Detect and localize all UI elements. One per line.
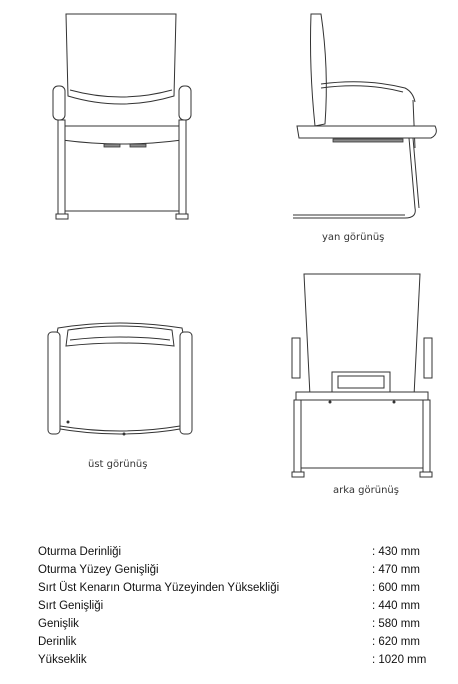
spec-row: [38, 636, 430, 654]
side-backrest: [311, 14, 327, 126]
top-right-armrest: [180, 332, 192, 434]
top-left-armrest: [48, 332, 60, 434]
spec-row: [38, 600, 430, 618]
top-view-drawing: [40, 318, 200, 448]
back-seat: [296, 392, 428, 400]
front-left-leg: [58, 120, 65, 218]
spec-value: : 470 mm: [372, 564, 420, 576]
side-view-drawing: [285, 8, 445, 224]
spec-label: Yükseklik: [38, 654, 87, 666]
spec-row: [38, 564, 430, 582]
front-right-armrest: [179, 86, 191, 120]
back-left-armrest: [292, 338, 300, 378]
side-frame: [293, 138, 415, 218]
spec-value: : 620 mm: [372, 636, 420, 648]
back-view-caption: arka görünüş: [333, 485, 399, 496]
spec-label: Oturma Yüzey Genişliği: [38, 564, 159, 576]
spec-value: : 1020 mm: [372, 654, 427, 666]
spec-row: [38, 546, 430, 564]
spec-value: : 440 mm: [372, 600, 420, 612]
back-right-leg: [423, 400, 430, 472]
spec-row: [38, 618, 430, 636]
front-view-drawing: [48, 8, 208, 224]
back-handle: [332, 372, 390, 392]
front-left-armrest: [53, 86, 65, 120]
spec-label: Genişlik: [38, 618, 79, 630]
back-view-drawing: [284, 268, 444, 480]
side-view-caption: yan görünüş: [322, 232, 385, 243]
spec-value: : 580 mm: [372, 618, 420, 630]
top-backrest: [66, 326, 174, 346]
spec-label: Oturma Derinliği: [38, 546, 122, 558]
front-right-leg: [179, 120, 186, 218]
back-right-armrest: [424, 338, 432, 378]
front-seat: [62, 126, 182, 144]
spec-value: : 430 mm: [372, 546, 420, 558]
spec-label: Sırt Üst Kenarın Oturma Yüzeyinden Yüksekliği: [38, 582, 280, 594]
spec-row: [38, 582, 430, 600]
side-seat: [297, 126, 436, 138]
spec-value: : 600 mm: [372, 582, 420, 594]
back-left-leg: [294, 400, 301, 472]
top-view-caption: üst görünüş: [88, 459, 148, 470]
spec-label: Sırt Genişliği: [38, 600, 104, 612]
spec-row: [38, 654, 430, 672]
spec-label: Derinlik: [38, 636, 77, 648]
front-backrest: [66, 14, 176, 104]
